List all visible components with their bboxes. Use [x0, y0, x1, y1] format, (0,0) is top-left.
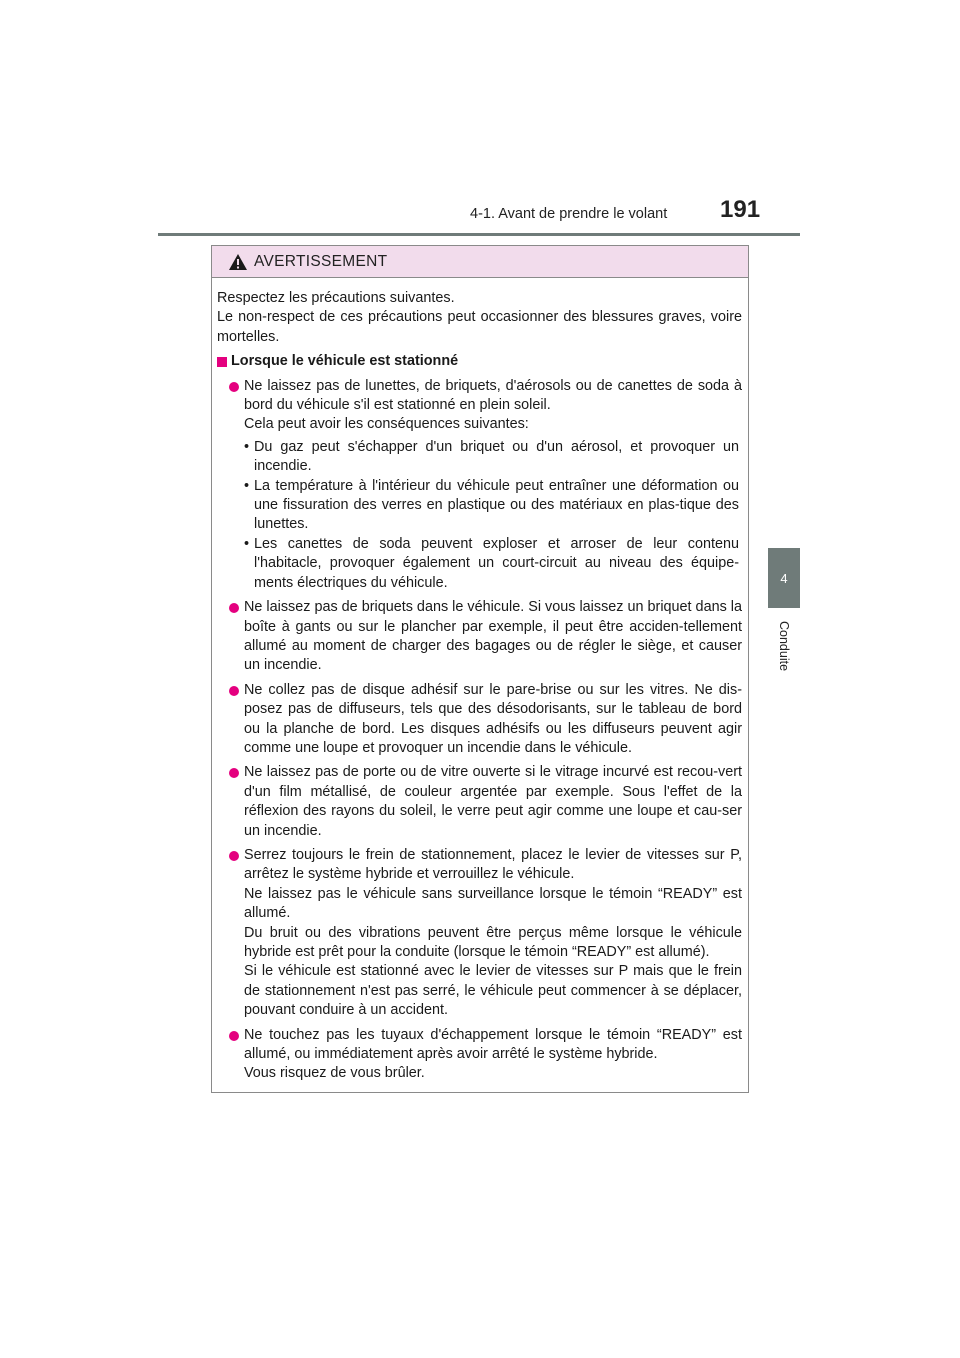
intro-line-1: Respectez les précautions suivantes. — [217, 290, 455, 306]
bullet-text: Serrez toujours le frein de stationnement, placez le levier de vitesses sur P, arrêtez le système hybride et verrouillez le véhicule. — [244, 846, 742, 883]
bullet-item — [217, 1026, 742, 1084]
bullet-text: Ne touchez pas les tuyaux d'échappement lorsque le témoin “READY” est allumé, ou immédiatement après avoir arrêté le système hybride. — [244, 1026, 742, 1063]
bullet-followup: Du bruit ou des vibrations peuvent être perçus même lorsque le véhicule hybride est prêt pour la conduite (lorsque le témoin “READY” est allumé). — [244, 924, 742, 960]
round-bullet-icon — [229, 382, 239, 392]
section-heading-text: Lorsque le véhicule est stationné — [231, 353, 459, 370]
bullet-item — [217, 681, 742, 759]
warning-body — [212, 278, 748, 1084]
sub-bullet-icon: • — [244, 535, 250, 552]
bullet-followup: Cela peut avoir les conséquences suivantes: — [244, 416, 529, 433]
chapter-label: Conduite — [777, 620, 791, 672]
round-bullet-icon — [229, 603, 239, 613]
sub-item-text: Les canettes de soda peuvent exploser et arroser de leur contenu l'habitacle, provoquer également un court-circuit au niveau des équipe-ments électriques du véhicule. — [254, 535, 739, 591]
bullet-followup: Si le véhicule est stationné avec le levier de vitesses sur P mais que le frein de stationnement n'est pas serré, le véhicule peut commencer à se déplacer, pouvant conduire à un accident. — [244, 963, 742, 1019]
sub-bullet-icon: • — [244, 438, 250, 455]
warning-header — [212, 246, 748, 278]
round-bullet-icon — [229, 1031, 239, 1041]
bullet-followup: Vous risquez de vous brûler. — [244, 1065, 425, 1082]
section-heading — [217, 352, 742, 371]
warning-icon — [228, 253, 248, 271]
bullet-text: Ne laissez pas de porte ou de vitre ouverte si le vitrage incurvé est recou-vert d'un film métallisé, de couleur argentée par exemple. Sous l'effet de la réflexion des rayons du soleil, le verre peut agir comme une loupe et cau-ser un incendie. — [244, 764, 742, 839]
chapter-tab — [768, 548, 800, 608]
header-rule — [158, 233, 800, 236]
bullet-followup: Ne laissez pas le véhicule sans surveillance lorsque le témoin “READY” est allumé. — [244, 885, 742, 922]
running-header: 4-1. Avant de prendre le volant — [470, 206, 668, 222]
sub-item — [217, 477, 742, 535]
bullet-text: Ne laissez pas de briquets dans le véhicule. Si vous laissez un briquet dans la boîte à gants ou sur le plancher par exemple, il peut être acciden-tellement allumé au moment de charger des bagages ou de régler le siège, et causer un incendie. — [244, 599, 742, 674]
chapter-number: 4 — [780, 570, 788, 586]
bullet-item — [217, 377, 742, 435]
intro-line-2: Le non-respect de ces précautions peut occasionner des blessures graves, voire mortelles. — [217, 309, 742, 345]
sub-bullet-icon: • — [244, 477, 250, 494]
square-bullet-icon — [217, 357, 227, 367]
warning-box — [211, 245, 749, 1093]
round-bullet-icon — [229, 851, 239, 861]
round-bullet-icon — [229, 686, 239, 696]
sub-item — [217, 438, 742, 477]
bullet-item — [217, 846, 742, 1021]
warning-title: AVERTISSEMENT — [254, 252, 388, 270]
page-number: 191 — [720, 196, 761, 223]
sub-item-text: Du gaz peut s'échapper d'un briquet ou d'un aérosol, et provoquer un incendie. — [254, 438, 739, 475]
round-bullet-icon — [229, 768, 239, 778]
sub-item-text: La température à l'intérieur du véhicule peut entraîner une déformation ou une fissuration des verres en plastique ou des matériaux en plas-tique des lunettes. — [254, 477, 739, 533]
sub-item — [217, 535, 742, 593]
bullet-item — [217, 598, 742, 676]
bullet-text: Ne collez pas de disque adhésif sur le pare-brise ou sur les vitres. Ne dis-posez pas de diffuseurs, tels que des désodorisants, sur le tableau de bord ou la planche de bord. Les disques adhésifs ou les diffuseurs peuvent agir comme une loupe et provoquer un incendie dans le véhicule. — [244, 681, 742, 756]
bullet-text: Ne laissez pas de lunettes, de briquets, d'aérosols ou de canettes de soda à bord du véhicule s'il est stationné en plein soleil. — [244, 377, 742, 414]
bullet-item — [217, 763, 742, 841]
